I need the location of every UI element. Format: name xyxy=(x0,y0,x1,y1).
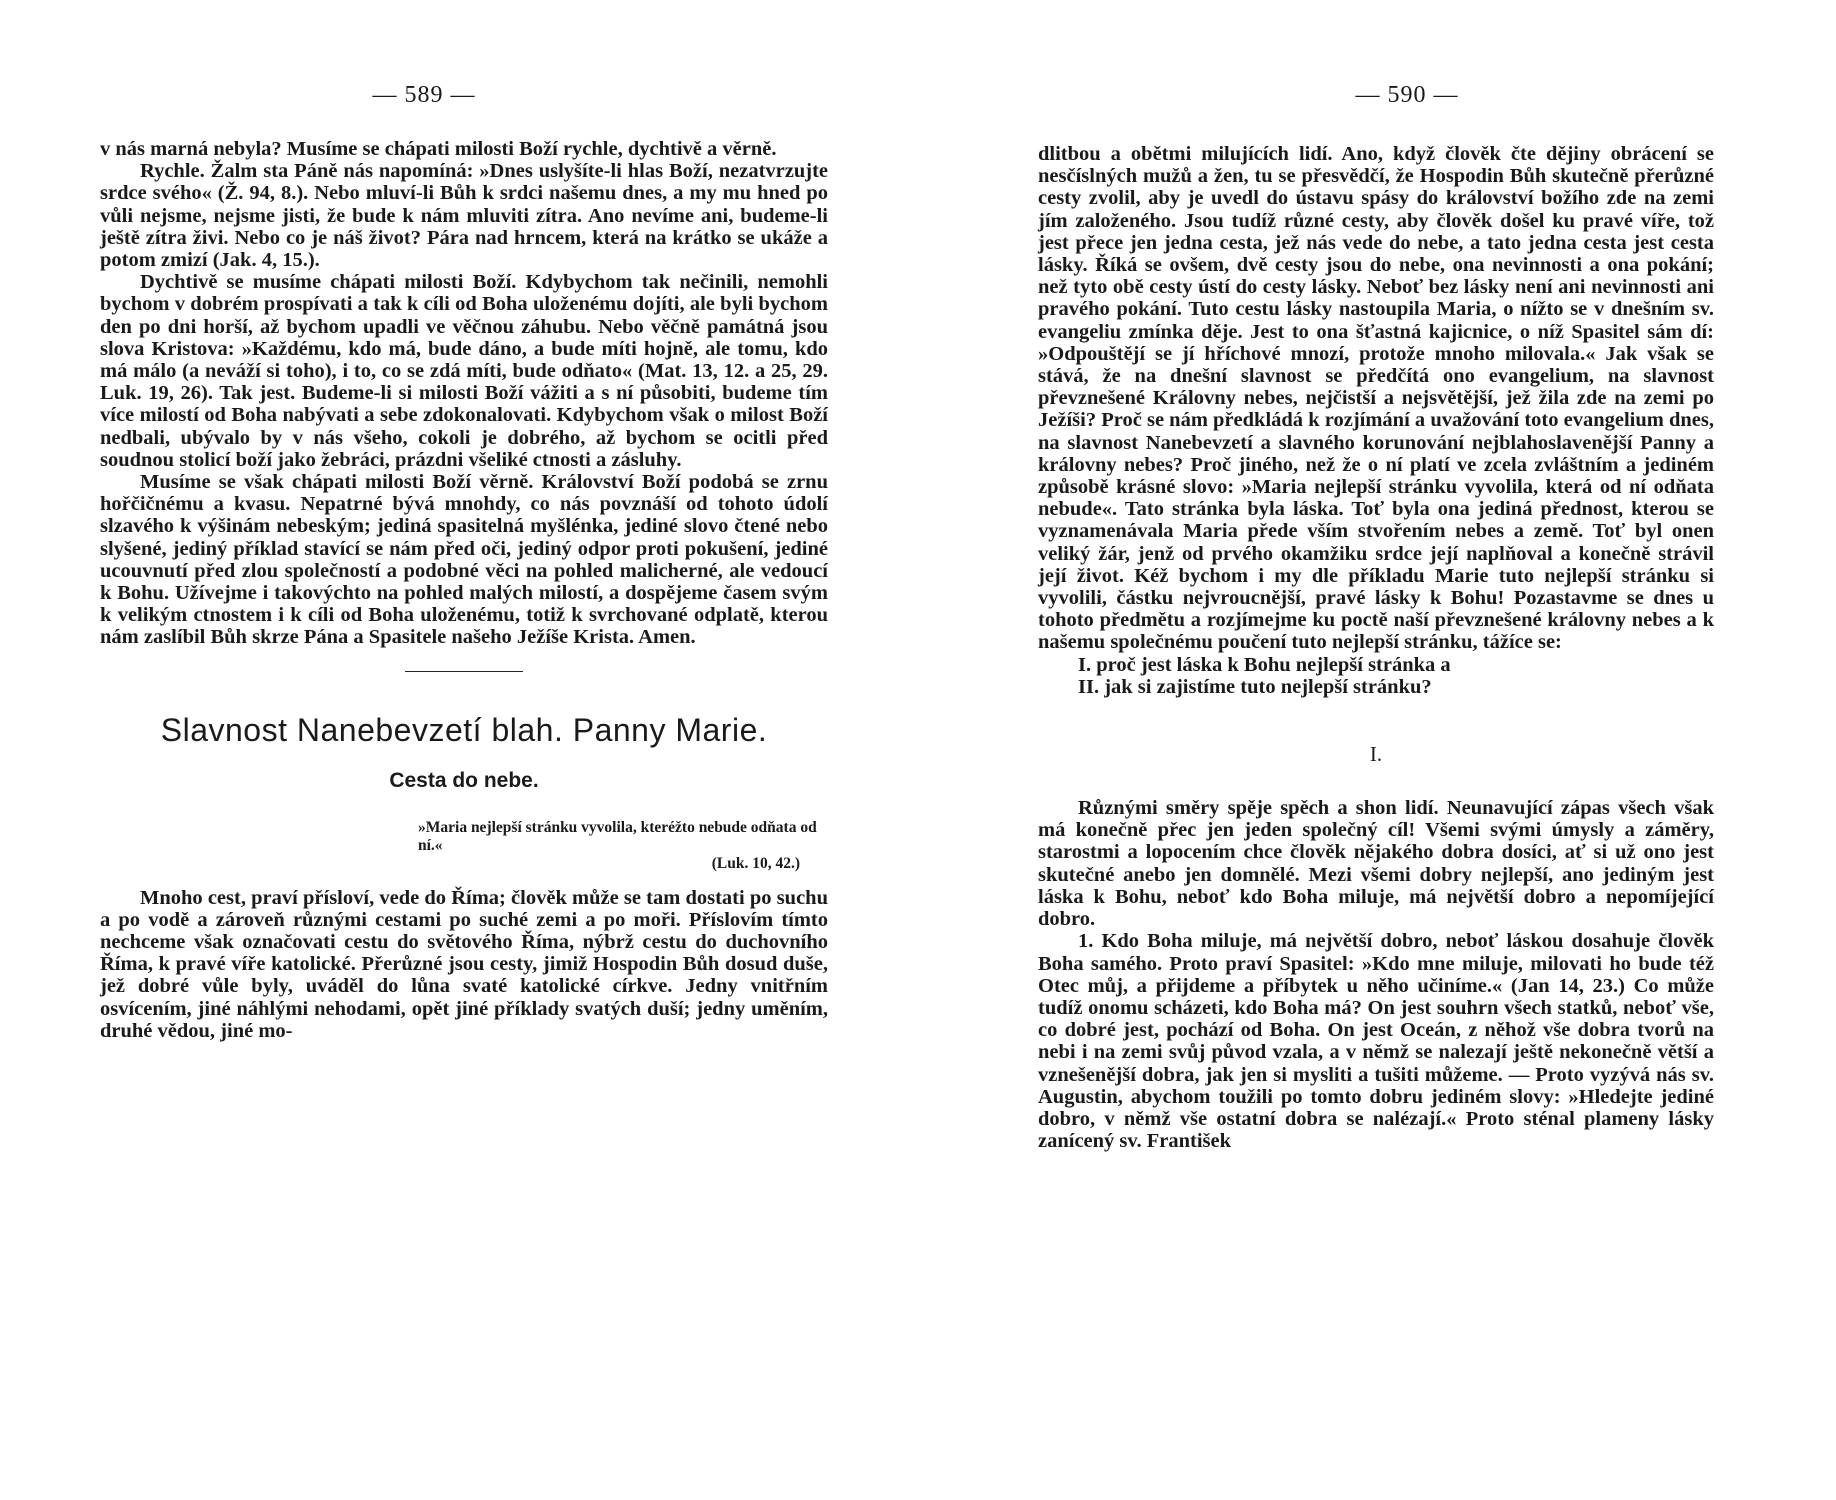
section-number: I. xyxy=(1369,742,1383,767)
epigraph-reference: (Luk. 10, 42.) xyxy=(711,854,800,872)
paragraph: v nás marná nebyla? Musíme se chápati milosti Boží rychle, dychtivě a věrně. xyxy=(100,138,777,160)
paragraph: dlitbou a obětmi milujících lidí. Ano, když člověk čte dějiny obrácení se nesčíslných mužů a žen, tu se přesvědčí, že Hospodin Bůh skutečně přerůzné cesty zvolil, aby je uvedl do ústavu spásy do království božího zde na zemi jím založeného. Jsou tudíž různé cesty, aby člověk došel ku pravé víře, tož jest přece jen jedna cesta, jež nás vede do nebe, a tato jedna cesta jest cesta lásky. Říká se ovšem, dvě cesty jsou do nebe, ona nevinnosti a ona pokání; než tyto obě cesty ústí do cesty lásky. Neboť bez lásky není ani nevinnosti ani pravého pokání. Tuto cestu lásky nastoupila Maria, o nížto se v dnešním sv. evangeliu zmínka děje. Jest to ona šťastná kajicnice, o níž Spasitel sám dí: »Odpouštějí se jí hříchové mnozí, protože mnoho milovala.« Jak však se stává, že na dnešní slavnost se předčítá ono evangelium, na slavnost převznešené Královny nebes, nejčistší a nejsvětější, jež žila zde na zemi po Ježíši? Proč se nám předkládá k rozjímání a uvažování toto evangelium dnes, na slavnost Nanebevzetí a slavného korunování nejblahoslavenější Panny a královny nebes? Proč jiného, než že o ní platí ve zcela zvláštním a jediném způsobě krásné slovo: »Maria nejlepší stránku vyvolila, která od ní odňata nebude«. Tato stránka byla láska. Toť byla ona jediná přednost, kterou se vyznamenávala Maria přede vším stvořením nebes a země. Toť byl onen veliký žár, jenž od prvého okamžiku srdce její naplňoval a konečně strávil její život. Kéž bychom i my dle příkladu Marie tuto nejlepší stránku si vyvolili, částku nejvroucnější, pravé lásky k Bohu! Pozastavme se dnes u tohoto předmětu a rozjímejme ku poctě naší převznešené královny nebes a k našemu společnému poučení tuto nejlepší stránku, tážíce se: xyxy=(1038,143,1714,654)
page-number: — 589 — xyxy=(372,82,476,108)
page-number: — 590 — xyxy=(1355,82,1459,108)
sermon-point: I. proč jest láska k Bohu nejlepší stránka a xyxy=(1078,653,1451,676)
paragraph: Dychtivě se musíme chápati milosti Boží. Kdybychom tak nečinili, nemohli bychom v dobrém prospívati a tak k cíli od Boha uloženému dojíti, ale byli bychom den po dni horší, až bychom upadli ve věčnou záhubu. Nebo věčně památná jsou slova Kristova: »Každému, kdo má, bude dáno, a bude míti hojně, ale tomu, kdo má málo (a neváží si toho), i to, co se zdá míti, bude odňato« (Mat. 13, 12. a 25, 29. Luk. 19, 26). Tak jest. Budeme-li si milosti Boží vážiti a s ní působiti, budeme tím více milostí od Boha nabývati a sebe zdokonalovati. Kdybychom však o milost Boží nedbali, ubývalo by v nás všeho, cokoli je dobrého, až bychom se ocitli před soudnou stolicí boží jako žebráci, prázdni všeliké ctnosti a zásluhy. xyxy=(100,271,828,471)
text-column xyxy=(100,138,828,1042)
paragraph: Mnoho cest, praví přísloví, vede do Říma; člověk může se tam dostati po suchu a po vodě a zároveň různými cestami po suché zemi a po moři. Příslovím tímto nechceme však označovati cestu do světového Říma, nýbrž cestu do duchovního Říma, k pravé víře katolické. Přerůzné jsou cesty, jimiž Hospodin Bůh dosud duše, jež dobré vůle byly, uváděl do lůna svaté katolické církve. Jedny vnitřním osvícením, jiné náhlými nehodami, opět jiné příklady svatých duší; jedny uměním, druhé vědou, jiné mo- xyxy=(100,886,828,1042)
paragraph: Různými směry spěje spěch a shon lidí. Neunavující zápas všech však má konečně přec jen jeden společný cíl! Všemi svými úmysly a záměry, starostmi a lopocením chce člověk nějakého dobra dosíci, ať si už ono jest skutečné anebo jen domnělé. Mezi všemi dobry nejlepší, ano jediným jest láska k Bohu, neboť kdo Boha miluje, má největší dobro a nepomíjející dobro. xyxy=(1038,797,1714,931)
paragraph: Musíme se však chápati milosti Boží věrně. Království Boží podobá se zrnu hořčičnému a kvasu. Nepatrné bývá mnohdy, co nás povznáší od tohoto údolí slzavého k výšinám nebeským; jediná spasitelná myšlénka, jediné slovo čtené nebo slyšené, jediný příklad stavící se nám před oči, jediný odpor proti pokušení, jediné ucouvnutí před zlou společností a podobné věci na pohled malicherné, ale vedoucí k Bohu. Užívejme i takovýchto na pohled malých milostí, a dospějeme časem svým k velikým ctnostem i k cíli od Boha uloženému, totiž k svrchované odplatě, kterou nám zaslíbil Bůh skrze Pána a Spasitele našeho Ježíše Krista. Amen. xyxy=(100,471,828,649)
paragraph: Rychle. Žalm sta Páně nás napomíná: »Dnes uslyšíte-li hlas Boží, nezatvrzujte srdce svého« (Ž. 94, 8.). Nebo mluví-li Bůh k srdci našemu dnes, a my mu hned po vůli nejsme, nejsme jisti, že bude k nám mluviti zítra. Ano nevíme ani, budeme-li ještě zítra živi. Nebo co je náš život? Pára nad hrncem, která na krátko se ukáže a potom zmizí (Jak. 4, 15.). xyxy=(100,160,828,272)
paragraph: 1. Kdo Boha miluje, má největší dobro, neboť láskou dosahuje člověk Boha samého. Proto praví Spasitel: »Kdo mne miluje, milovati ho bude též Otec můj, a přijdeme a příbytek u něho učiníme.« (Jan 14, 23.) Co může tudíž onomu scházeti, kdo Boha má? On jest souhrn všech statků, neboť vše, co dobré jest, pochází od Boha. On jest Oceán, z něhož vše dobra tvorů na nebi i na zemi svůj původ vzala, a v němž se nalezají ještě nekonečně větší a vznešenější dobra, jak jen si mysliti a tušiti můžeme. — Proto vyzývá nás sv. Augustin, abychom toužili po tomto dobru jediném slovy: »Hledejte jediné dobro, v němž vše ostatní dobra se nalézají.« Proto sténal plameny lásky zanícený sv. František xyxy=(1038,930,1714,1153)
feast-subtitle: Cesta do nebe. xyxy=(389,768,539,792)
right-page xyxy=(918,0,1836,1500)
sermon-point: II. jak si zajistíme tuto nejlepší stránku? xyxy=(1078,675,1432,698)
text-column xyxy=(1038,143,1714,1152)
epigraph xyxy=(418,819,820,873)
section-divider xyxy=(405,671,523,672)
epigraph-text: »Maria nejlepší stránku vyvolila, kteréžto nebude odňata od ní.« xyxy=(418,818,817,854)
sermon-points xyxy=(1038,654,1714,698)
feast-title: Slavnost Nanebevzetí blah. Panny Marie. xyxy=(160,711,768,748)
